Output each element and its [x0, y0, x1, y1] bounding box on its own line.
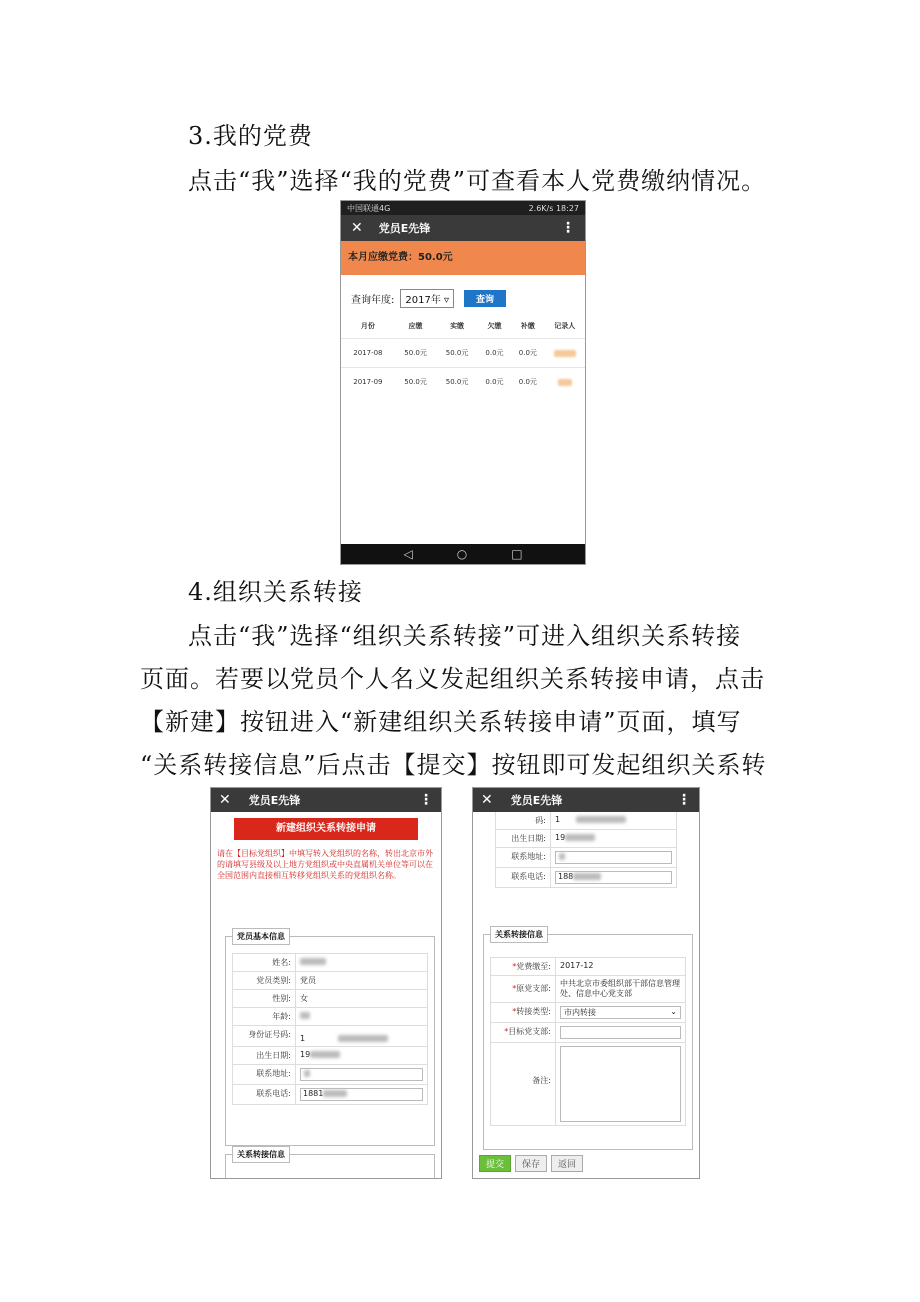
transfer-type-row [491, 1003, 685, 1023]
target-branch-row [491, 1023, 685, 1043]
birth-value-text: 19 [555, 833, 566, 842]
phone-row [233, 1085, 427, 1104]
transfer-info-legend: 关系转接信息 [490, 926, 548, 943]
fee-col-header: 月份 [360, 322, 375, 330]
section-4-line-3: 【新建】按钮进入“新建组织关系转接申请”页面，填写 [140, 708, 742, 736]
address-row [233, 1065, 427, 1085]
transfer-type-label: *转接类型: [512, 1007, 551, 1016]
more-icon[interactable]: ⋮ [677, 792, 691, 808]
name-label: 姓名: [272, 958, 291, 967]
fee-cell: 0.0元 [511, 339, 544, 368]
query-bar [341, 275, 585, 314]
section-4-line-4: “关系转接信息”后点击【提交】按钮即可发起组织关系转 [140, 751, 767, 779]
address-label: 联系地址: [511, 852, 546, 861]
close-icon[interactable]: ✕ [219, 792, 231, 808]
id-label: 码: [535, 816, 546, 825]
chevron-down-icon: ▿ [440, 295, 450, 306]
fee-cell: 0.0元 [478, 339, 511, 368]
origin-branch-value: 中共北京市委组织部干部信息管理处、信息中心党支部 [555, 976, 685, 1002]
fee-table [341, 314, 585, 396]
origin-branch-label-text: 原党支部: [516, 984, 551, 993]
gender-row [233, 990, 427, 1008]
target-notice: 请在【目标党组织】中填写转入党组织的名称，转出北京市外的请填写县级及以上地方党组织或中央直属机关单位等可以在全国范围内直接相互转移党组织关系的党组织名称。 [217, 849, 433, 880]
phone-input[interactable] [295, 1085, 427, 1104]
basic-info-legend: 党员基本信息 [232, 928, 290, 945]
target-branch-label-text: 目标党支部: [508, 1027, 551, 1036]
birth-row [496, 830, 676, 848]
id-value [295, 1026, 427, 1046]
android-nav-bar [341, 544, 585, 564]
member-type-label: 党员类别: [256, 976, 291, 985]
fee-table-header [341, 314, 585, 339]
paid-until-label: *党费缴至: [512, 962, 551, 971]
address-row [496, 848, 676, 868]
recents-nav-icon[interactable]: □ [511, 547, 523, 561]
transfer-info-legend: 关系转接信息 [232, 1146, 290, 1163]
year-select[interactable] [400, 289, 454, 308]
paid-until-label-text: 党费缴至: [516, 962, 551, 971]
home-nav-icon[interactable]: ○ [456, 547, 468, 561]
remark-textarea[interactable] [555, 1043, 685, 1125]
screenshot-new-transfer-bottom [472, 787, 700, 1179]
fee-cell: 50.0元 [395, 368, 437, 397]
age-value [295, 1008, 427, 1025]
transfer-type-value: 市内转接 [564, 1008, 596, 1017]
section-4-line-1: 点击“我”选择“组织关系转接”可进入组织关系转接 [188, 622, 742, 650]
fee-cell: 50.0元 [436, 339, 478, 368]
app-title: 党员E先锋 [378, 222, 431, 235]
name-value [295, 954, 427, 971]
back-button[interactable]: 返回 [551, 1155, 583, 1172]
fee-cell: 2017-09 [341, 368, 395, 397]
id-value [550, 812, 676, 829]
phone-label: 联系电话: [256, 1089, 291, 1098]
transfer-info-fieldset [483, 926, 693, 1150]
fee-row [341, 339, 585, 368]
basic-info-fieldset [225, 928, 435, 1146]
save-button[interactable]: 保存 [515, 1155, 547, 1172]
fee-col-header: 实缴 [450, 322, 465, 330]
phone-row [496, 868, 676, 887]
status-bar [341, 201, 585, 215]
recorder-cell [545, 339, 585, 368]
app-titlebar [341, 215, 585, 241]
section-3-paragraph: 点击“我”选择“我的党费”可查看本人党费缴纳情况。 [188, 167, 767, 195]
age-label: 年龄: [272, 1012, 291, 1021]
fee-row [341, 368, 585, 397]
fee-cell: 50.0元 [395, 339, 437, 368]
query-year-label: 查询年度: [351, 295, 395, 306]
recorder-cell [545, 368, 585, 397]
remark-label: 备注: [532, 1076, 551, 1085]
address-input[interactable] [550, 848, 676, 867]
app-titlebar [211, 788, 441, 812]
section-3-heading: 3.我的党费 [188, 122, 313, 150]
remark-row [491, 1043, 685, 1125]
address-label: 联系地址: [256, 1069, 291, 1078]
member-type-row [233, 972, 427, 990]
app-titlebar [473, 788, 699, 812]
recorder-badge [554, 350, 576, 357]
fee-col-header: 补缴 [520, 322, 535, 330]
app-title: 党员E先锋 [510, 794, 563, 807]
status-right: 2.6K/s 18:27 [528, 203, 579, 213]
birth-label: 出生日期: [256, 1051, 291, 1060]
fee-due-banner: 本月应缴党费：50.0元 [341, 241, 585, 275]
close-icon[interactable]: ✕ [351, 220, 363, 236]
close-icon[interactable]: ✕ [481, 792, 493, 808]
paid-until-value: 2017-12 [555, 958, 685, 975]
age-row [233, 1008, 427, 1026]
submit-button[interactable]: 提交 [479, 1155, 511, 1172]
id-value-text: 1 [300, 1034, 306, 1043]
id-label: 身份证号码: [248, 1030, 291, 1039]
transfer-type-label-text: 转接类型: [516, 1007, 551, 1016]
carrier-label: 中国联通4G [347, 203, 391, 213]
phone-value-text: 188 [558, 872, 574, 881]
more-icon[interactable]: ⋮ [419, 792, 433, 808]
fee-cell: 0.0元 [478, 368, 511, 397]
origin-branch-row [491, 976, 685, 1003]
member-type-value: 党员 [295, 972, 427, 989]
gender-value: 女 [295, 990, 427, 1007]
query-button[interactable]: 查询 [464, 290, 506, 307]
target-branch-input[interactable] [555, 1023, 685, 1042]
name-row [233, 954, 427, 972]
fee-col-header: 应缴 [408, 322, 423, 330]
id-value-text: 1 [555, 815, 561, 824]
fee-cell: 50.0元 [436, 368, 478, 397]
phone-label: 联系电话: [511, 872, 546, 881]
fee-col-header: 欠缴 [487, 322, 502, 330]
address-input[interactable] [295, 1065, 427, 1084]
phone-input[interactable] [550, 868, 676, 887]
transfer-info-fieldset [225, 1146, 435, 1179]
section-4-line-2: 页面。若要以党员个人名义发起组织关系转接申请，点击 [140, 665, 765, 693]
target-branch-label: *目标党支部: [504, 1027, 551, 1036]
paid-until-row [491, 958, 685, 976]
id-row [233, 1026, 427, 1047]
birth-value-text: 19 [300, 1050, 311, 1059]
phone-value-text: 1881 [303, 1089, 324, 1098]
fee-col-header: 记录人 [554, 322, 576, 330]
chevron-down-icon: ⌄ [670, 1007, 677, 1016]
birth-row [233, 1047, 427, 1065]
section-4-heading: 4.组织关系转接 [188, 578, 363, 606]
screenshot-new-transfer-top [210, 787, 442, 1179]
id-row [496, 812, 676, 830]
more-icon[interactable]: ⋮ [561, 220, 575, 236]
basic-info-continued [495, 812, 677, 888]
recorder-badge [558, 379, 572, 386]
transfer-type-select[interactable] [555, 1003, 685, 1022]
screenshot-my-fees [340, 200, 586, 565]
fee-cell: 2017-08 [341, 339, 395, 368]
birth-value [295, 1047, 427, 1064]
birth-value [550, 830, 676, 847]
new-transfer-ribbon: 新建组织关系转接申请 [234, 818, 418, 840]
origin-branch-label: *原党支部: [512, 984, 551, 993]
year-select-value: 2017年 [405, 295, 441, 306]
gender-label: 性别: [272, 994, 291, 1003]
form-buttons [479, 1155, 583, 1172]
fee-cell: 0.0元 [511, 368, 544, 397]
back-nav-icon[interactable]: ◁ [403, 547, 413, 561]
birth-label: 出生日期: [511, 834, 546, 843]
app-title: 党员E先锋 [248, 794, 301, 807]
